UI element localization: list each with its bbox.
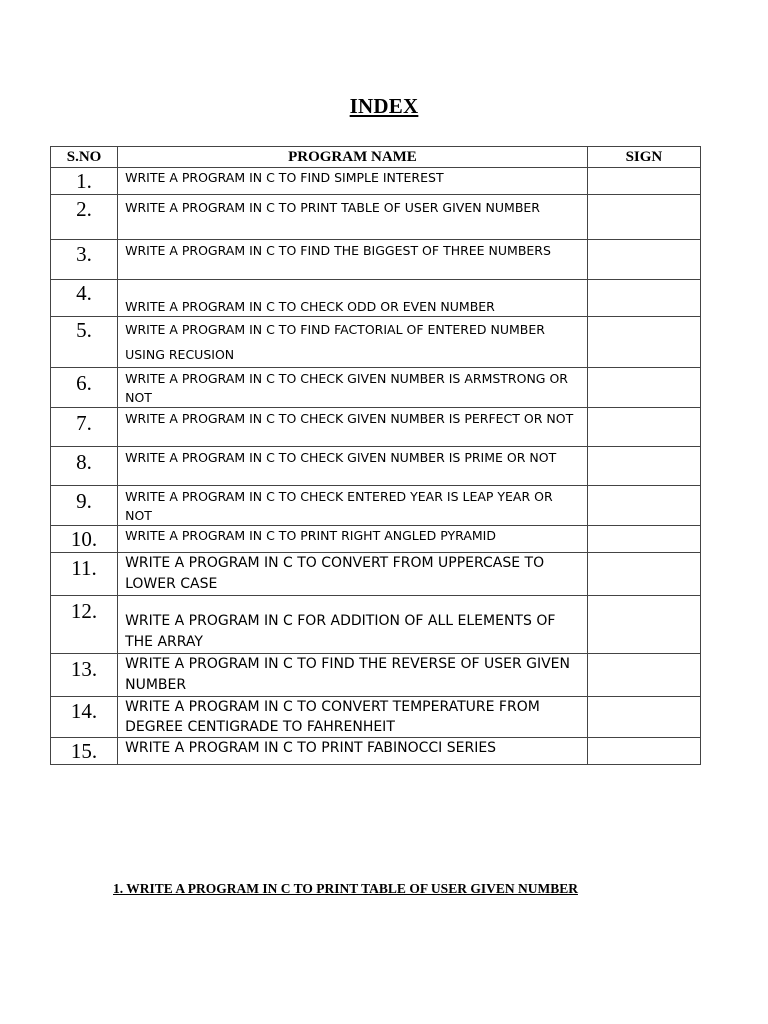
row-program-name: WRITE A PROGRAM IN C TO CONVERT FROM UPPERCASE TO LOWER CASE [118,553,588,596]
row-program-name: WRITE A PROGRAM IN C TO CHECK GIVEN NUMBER IS PERFECT OR NOT [118,408,588,447]
row-program-name: WRITE A PROGRAM IN C TO CONVERT TEMPERATURE FROM DEGREE CENTIGRADE TO FAHRENHEIT [118,697,588,738]
table-row [51,280,701,317]
row-sno: 10. [51,526,118,553]
table-row [51,486,701,526]
table-row [51,654,701,697]
row-sno: 13. [51,654,118,697]
table-row [51,526,701,553]
row-program-name: WRITE A PROGRAM IN C TO PRINT RIGHT ANGLED PYRAMID [118,526,588,553]
row-sign-cell [587,697,700,738]
table-row [51,368,701,408]
row-sno: 7. [51,408,118,447]
row-sign-cell [587,317,700,368]
row-sign-cell [587,738,700,765]
row-sno: 15. [51,738,118,765]
row-program-name: WRITE A PROGRAM IN C TO CHECK ENTERED YEAR IS LEAP YEAR OR NOT [118,486,588,526]
row-sign-cell [587,447,700,486]
row-sign-cell [587,368,700,408]
index-table [50,146,701,765]
row-program-name: WRITE A PROGRAM IN C TO FIND THE REVERSE OF USER GIVEN NUMBER [118,654,588,697]
row-sno: 5. [51,317,118,368]
row-sign-cell [587,486,700,526]
row-program-name: WRITE A PROGRAM IN C TO FIND SIMPLE INTEREST [118,168,588,195]
row-program-name: WRITE A PROGRAM IN C TO FIND THE BIGGEST OF THREE NUMBERS [118,240,588,280]
header-program-name: PROGRAM NAME [118,147,588,168]
row-sign-cell [587,553,700,596]
row-program-name: WRITE A PROGRAM IN C TO FIND FACTORIAL OF ENTERED NUMBER USING RECUSION [118,317,588,368]
row-sno: 11. [51,553,118,596]
row-sno: 9. [51,486,118,526]
row-sign-cell [587,168,700,195]
table-row [51,168,701,195]
row-sign-cell [587,195,700,240]
section-heading-program-1: 1. WRITE A PROGRAM IN C TO PRINT TABLE OF USER GIVEN NUMBER [113,881,578,896]
row-sign-cell [587,526,700,553]
table-row [51,738,701,765]
row-program-name: WRITE A PROGRAM IN C TO CHECK ODD OR EVEN NUMBER [118,280,588,317]
row-sign-cell [587,280,700,317]
table-row [51,596,701,654]
table-row [51,317,701,368]
row-sno: 3. [51,240,118,280]
row-sno: 12. [51,596,118,654]
row-sign-cell [587,654,700,697]
row-sign-cell [587,240,700,280]
row-sno: 14. [51,697,118,738]
table-row [51,195,701,240]
row-sno: 2. [51,195,118,240]
table-row [51,240,701,280]
table-row [51,697,701,738]
row-sno: 4. [51,280,118,317]
row-program-name: WRITE A PROGRAM IN C TO PRINT FABINOCCI SERIES [118,738,588,765]
table-row [51,553,701,596]
row-sign-cell [587,596,700,654]
row-sno: 8. [51,447,118,486]
table-row [51,447,701,486]
header-sno: S.NO [51,147,118,168]
page-title: INDEX [349,94,419,118]
row-sign-cell [587,408,700,447]
row-program-name: WRITE A PROGRAM IN C FOR ADDITION OF ALL ELEMENTS OF THE ARRAY [118,596,588,654]
table-row [51,408,701,447]
row-sno: 1. [51,168,118,195]
row-program-name: WRITE A PROGRAM IN C TO CHECK GIVEN NUMBER IS ARMSTRONG OR NOT [118,368,588,408]
header-sign: SIGN [587,147,700,168]
table-header-row [51,147,701,168]
row-program-name: WRITE A PROGRAM IN C TO PRINT TABLE OF USER GIVEN NUMBER [118,195,588,240]
row-program-name: WRITE A PROGRAM IN C TO CHECK GIVEN NUMBER IS PRIME OR NOT [118,447,588,486]
row-sno: 6. [51,368,118,408]
